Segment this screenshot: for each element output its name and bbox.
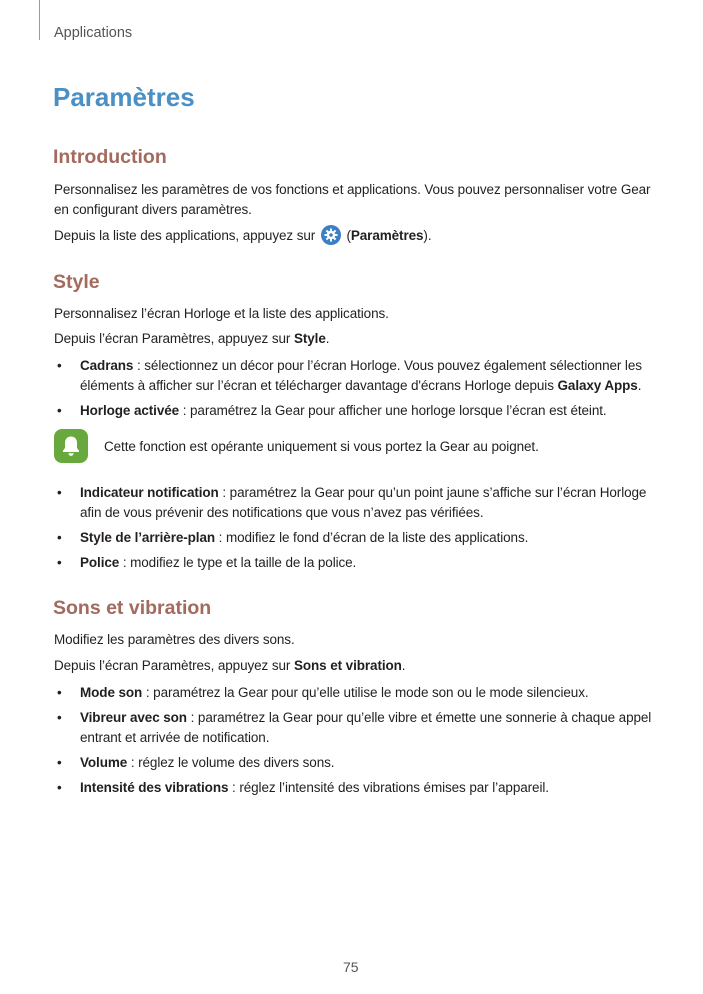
list-item-cadrans: • Cadrans : sélectionnez un décor pour l’écran Horloge. Vous pouvez également sélectionner les éléments à afficher sur l’écran et télécharger davantage d'écrans Horloge depuis Galaxy Apps.	[57, 358, 642, 393]
settings-gear-icon	[321, 225, 341, 245]
page-title: Paramètres	[53, 82, 195, 112]
style-paragraph: Personnalisez l’écran Horloge et la liste des applications.	[54, 306, 389, 321]
introduction-paragraph: Personnalisez les paramètres de vos fonctions et applications. Vous pouvez personnaliser votre Gear en configurant divers paramètres.	[54, 182, 651, 217]
style-heading: Style	[53, 271, 100, 293]
list-item-intensite-vibrations: • Intensité des vibrations : réglez l’intensité des vibrations émises par l’appareil.	[57, 780, 549, 795]
sound-instruction: Depuis l’écran Paramètres, appuyez sur Sons et vibration.	[54, 658, 406, 673]
sound-paragraph: Modifiez les paramètres des divers sons.	[54, 632, 295, 647]
style-instruction: Depuis l’écran Paramètres, appuyez sur Style.	[54, 331, 330, 346]
sound-heading: Sons et vibration	[53, 597, 212, 619]
bell-icon	[54, 429, 88, 463]
list-item-volume: • Volume : réglez le volume des divers sons.	[57, 755, 335, 770]
running-header: Applications	[54, 25, 133, 41]
list-item-horloge-activee: • Horloge activée : paramétrez la Gear pour afficher une horloge lorsque l’écran est éteint.	[57, 403, 607, 418]
list-item-vibreur-avec-son: • Vibreur avec son : paramétrez la Gear pour qu’elle vibre et émette une sonnerie à chaque appel entrant et arrivée de notification.	[57, 710, 652, 745]
note-box	[54, 429, 674, 465]
introduction-instruction: Depuis la liste des applications, appuyez sur (Paramètres).	[54, 225, 654, 246]
introduction-heading: Introduction	[53, 146, 167, 168]
page-edge-line	[39, 0, 40, 40]
page-number: 75	[343, 959, 359, 975]
note-text: Cette fonction est opérante uniquement si vous portez la Gear au poignet.	[104, 439, 539, 454]
list-item-style-arriere-plan: • Style de l’arrière-plan : modifiez le fond d’écran de la liste des applications.	[57, 530, 529, 545]
list-item-police: • Police : modifiez le type et la taille de la police.	[57, 555, 357, 570]
list-item-mode-son: • Mode son : paramétrez la Gear pour qu’elle utilise le mode son ou le mode silencieux.	[57, 685, 589, 700]
list-item-indicateur-notification: • Indicateur notification : paramétrez la Gear pour qu’un point jaune s’affiche sur l’écran Horloge afin de vous prévenir des notifications que vous n’avez pas vérifiées.	[57, 485, 647, 520]
